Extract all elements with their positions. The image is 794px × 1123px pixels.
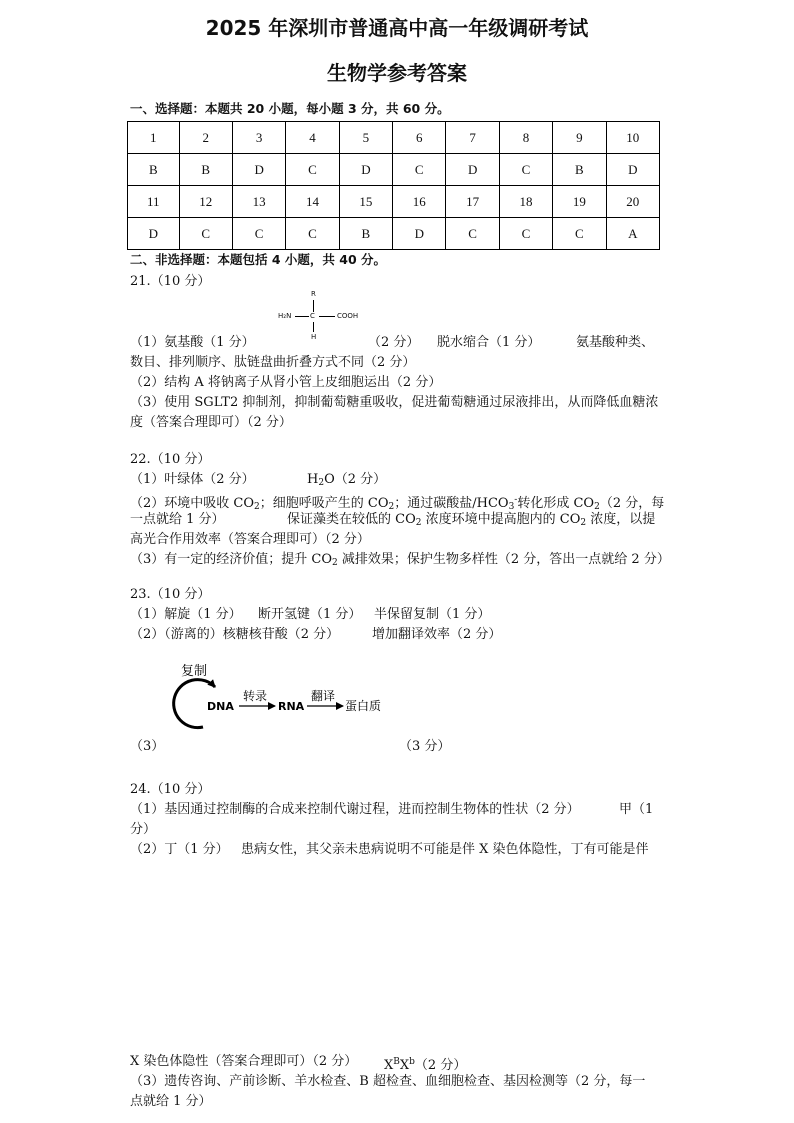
table-row (128, 218, 660, 250)
q22-5-a: （3）有一定的经济价值；提升 CO (130, 552, 333, 567)
co2-sub: 2 (332, 558, 338, 568)
question-number-cell: 9 (553, 122, 606, 154)
structure-cooh: COOH (337, 312, 359, 320)
answer-cell: D (339, 154, 392, 186)
co2-sub: 2 (388, 502, 395, 512)
table-row (128, 122, 660, 154)
section1-heading: 一、选择题：本题共 20 小题，每小题 3 分，共 60 分。 (130, 101, 450, 116)
hco3-sub: 3 (508, 502, 515, 512)
q22-2-c: ；通过碳酸盐/HCO (394, 496, 509, 511)
question-number-cell: 15 (339, 186, 392, 218)
answer-cell: B (553, 154, 606, 186)
question-number-cell: 12 (179, 186, 232, 218)
q22-line3a: 一点就给 1 分） (130, 512, 225, 527)
q22-3-c: 浓度环境中提高胞内的 CO (421, 512, 581, 527)
co2-sub: 2 (594, 502, 600, 512)
q23-heading: 23.（10 分） (130, 587, 211, 602)
label-replication: 复制 (181, 664, 208, 679)
amino-acid-structure (278, 290, 368, 346)
q21-1-d: 氨基酸种类、 (576, 335, 655, 350)
q22-heading: 22.（10 分） (130, 452, 211, 467)
q23-1-b: 断开氢键（1 分） (258, 607, 362, 622)
q22-line5 (130, 550, 670, 573)
q24-line5: （3）遗传咨询、产前诊断、羊水检查、B 超检查、血细胞检查、基因检测等（2 分，每一 (130, 1074, 646, 1089)
central-dogma-diagram (165, 655, 415, 735)
answer-cell: C (286, 154, 339, 186)
table-row (128, 154, 660, 186)
co2-sub: 2 (415, 518, 422, 528)
genotype-b: b (409, 1057, 415, 1067)
question-number-cell: 17 (446, 186, 499, 218)
q23-1-c: 半保留复制（1 分） (374, 607, 491, 622)
h2o-o: O（2 分） (324, 472, 387, 487)
answer-cell: D (232, 154, 285, 186)
q21-heading: 21.（10 分） (130, 274, 211, 289)
q22-2-d: 转化形成 CO (517, 496, 595, 511)
question-number-cell: 8 (499, 122, 552, 154)
q22-1-a: （1）叶绿体（2 分） (130, 472, 255, 487)
answer-cell: B (339, 218, 392, 250)
q24-heading: 24.（10 分） (130, 782, 211, 797)
structure-h: H (311, 333, 317, 341)
q24-1-a: （1）基因通过控制酶的合成来控制代谢过程，进而控制生物体的性状（2 分） (130, 802, 580, 817)
label-dna: DNA (207, 700, 234, 713)
label-translation: 翻译 (311, 689, 336, 703)
q22-2-a: （2）环境中吸收 CO (130, 496, 255, 511)
structure-bond-right (319, 316, 335, 317)
answer-cell: D (606, 154, 659, 186)
q21-1-a: （1）氨基酸（1 分） (130, 335, 255, 350)
q24-line6: 点就给 1 分） (130, 1094, 212, 1109)
structure-h2n: H₂N (278, 312, 292, 320)
q22-3-b: 保证藻类在较低的 CO (287, 512, 416, 527)
q24-line2: 分） (130, 822, 157, 837)
q21-1-c: 脱水缩合（1 分） (437, 335, 541, 350)
structure-c: C (310, 312, 315, 320)
structure-bond-bottom (313, 322, 314, 332)
question-number-cell: 2 (179, 122, 232, 154)
question-number-cell: 13 (232, 186, 285, 218)
q22-line4: 高光合作用效率（答案合理即可）（2 分） (130, 532, 370, 547)
question-number-cell: 11 (128, 186, 180, 218)
page-subtitle: 生物学参考答案 (327, 61, 467, 85)
answer-cell: C (179, 218, 232, 250)
answer-cell: D (393, 218, 446, 250)
question-number-cell: 19 (553, 186, 606, 218)
question-number-cell: 14 (286, 186, 339, 218)
h2o-h: H (307, 472, 319, 487)
answer-cell: D (128, 218, 180, 250)
question-number-cell: 16 (393, 186, 446, 218)
question-number-cell: 6 (393, 122, 446, 154)
q24-4-a: X 染色体隐性（答案合理即可）（2 分） (130, 1054, 358, 1069)
question-number-cell: 3 (232, 122, 285, 154)
question-number-cell: 18 (499, 186, 552, 218)
q21-1-b: （2 分） (368, 335, 420, 350)
q22-3-d: 浓度，以提 (586, 512, 656, 527)
question-number-cell: 5 (339, 122, 392, 154)
table-row (128, 186, 660, 218)
hco3-sup: - (514, 495, 518, 505)
question-number-cell: 1 (128, 122, 180, 154)
q21-line4: （3）使用 SGLT2 抑制剂，抑制葡萄糖重吸收，促进葡萄糖通过尿液排出，从而降低血糖浓 (130, 395, 659, 410)
question-number-cell: 4 (286, 122, 339, 154)
genotype-score: （2 分） (414, 1058, 467, 1073)
question-number-cell: 7 (446, 122, 499, 154)
co2-sub: 2 (580, 518, 587, 528)
q24-3-b: 患病女性，其父亲未患病说明不可能是伴 X 染色体隐性，丁有可能是伴 (241, 842, 649, 857)
q21-line3: （2）结构 A 将钠离子从肾小管上皮细胞运出（2 分） (130, 375, 442, 390)
answer-cell: C (499, 218, 552, 250)
answer-cell: C (553, 218, 606, 250)
label-protein: 蛋白质 (345, 699, 382, 713)
q24-3-a: （2）丁（1 分） (130, 842, 229, 857)
genotype-x2: X (399, 1058, 410, 1073)
q21-line5: 度（答案合理即可）（2 分） (130, 415, 292, 430)
answer-cell: C (232, 218, 285, 250)
structure-bond-left (295, 316, 309, 317)
answer-cell: A (606, 218, 659, 250)
section2-heading: 二、非选择题：本题包括 4 小题，共 40 分。 (130, 252, 387, 267)
label-transcription: 转录 (243, 689, 268, 703)
answer-cell: C (499, 154, 552, 186)
answer-cell: C (286, 218, 339, 250)
answer-cell: B (179, 154, 232, 186)
q23-3-b: （3 分） (399, 739, 451, 754)
structure-r: R (311, 290, 316, 298)
q23-2-b: 增加翻译效率（2 分） (372, 627, 502, 642)
q21-line1 (130, 333, 255, 353)
answer-cell: C (393, 154, 446, 186)
q22-5-b: 减排效果；保护生物多样性（2 分，答出一点就给 2 分） (337, 552, 670, 567)
h2o-sub: 2 (318, 478, 325, 488)
co2-sub: 2 (254, 502, 260, 512)
answer-cell: B (128, 154, 180, 186)
q22-2-b: ；细胞呼吸产生的 CO (259, 496, 389, 511)
q22-2-e: （2 分，每 (599, 496, 665, 511)
answer-cell: D (446, 154, 499, 186)
q21-line2: 数目、排列顺序、肽链盘曲折叠方式不同（2 分） (130, 355, 416, 370)
q23-1-a: （1）解旋（1 分） (130, 607, 242, 622)
genotype-x1: X (384, 1058, 394, 1073)
label-rna: RNA (278, 700, 305, 713)
answer-cell: C (446, 218, 499, 250)
q23-3-a: （3） (130, 739, 165, 754)
q24-1-b: 甲（1 (619, 802, 654, 817)
question-number-cell: 20 (606, 186, 659, 218)
q23-2-a: （2）（游离的）核糖核苷酸（2 分） (130, 627, 340, 642)
question-number-cell: 10 (606, 122, 659, 154)
structure-bond-top (313, 300, 314, 312)
answer-table (127, 121, 660, 250)
page-title: 2025 年深圳市普通高中高一年级调研考试 (205, 16, 589, 40)
genotype-B: B (393, 1057, 400, 1067)
